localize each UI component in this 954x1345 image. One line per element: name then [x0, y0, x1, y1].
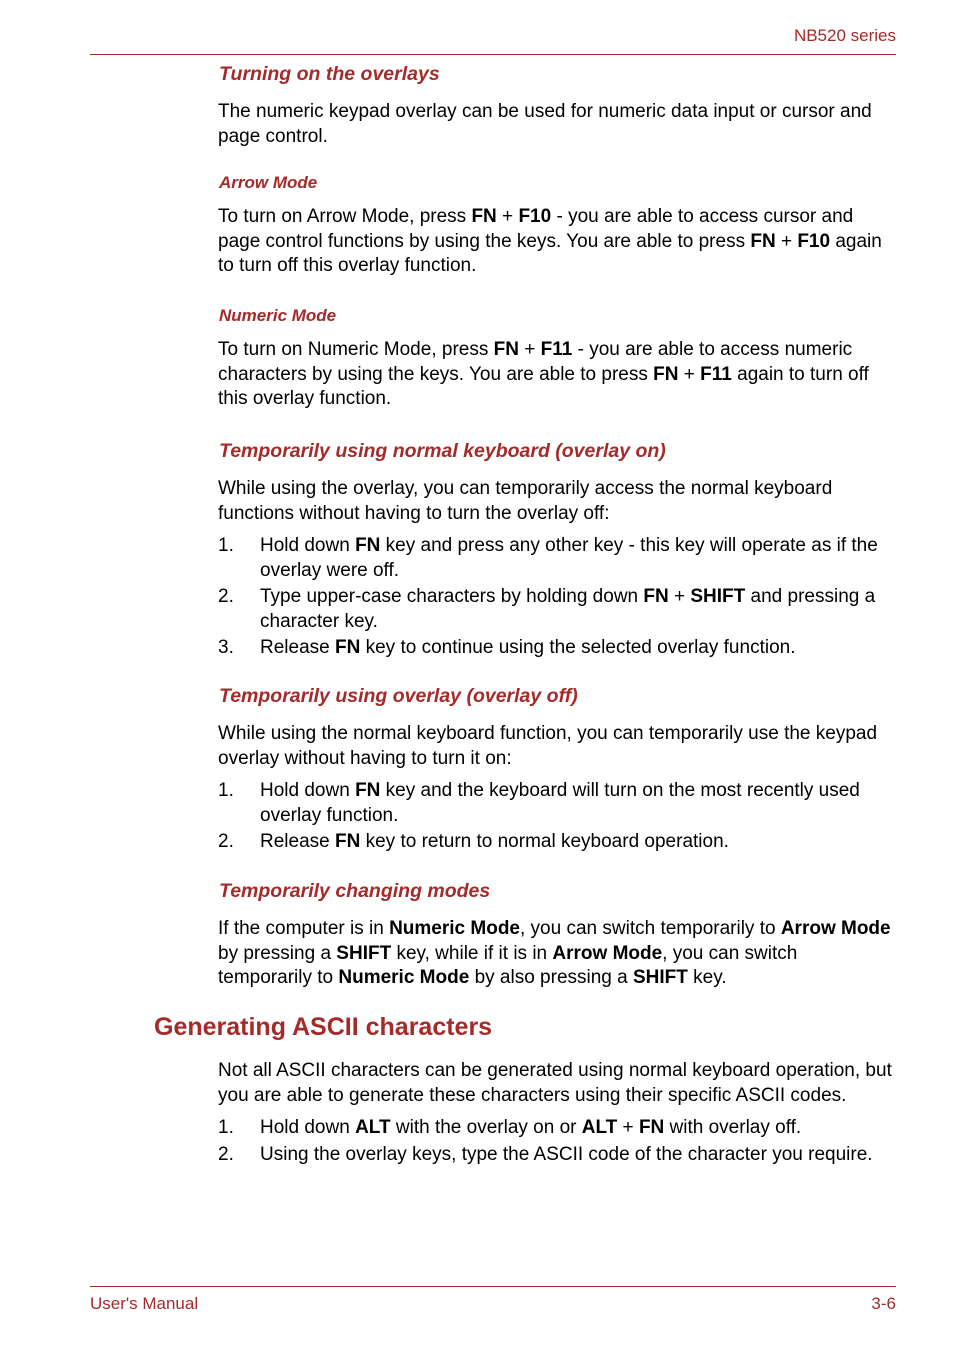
series-label: NB520 series: [793, 26, 896, 45]
section-arrow-mode: [218, 172, 894, 287]
paragraph: To turn on Arrow Mode, press FN + F10 - you are able to access cursor and page control functions by using the keys. You are able to press FN + F10 again to turn off this overlay function.: [218, 206, 882, 276]
paragraph: If the computer is in Numeric Mode, you can switch temporarily to Arrow Mode by pressing a SHIFT key, while if it is in Arrow Mode, you can switch temporarily to Numeric Mode by also pressing a SHIFT key.: [218, 918, 891, 988]
numbered-list: [218, 779, 894, 855]
section-title-ascii: Generating ASCII characters: [154, 1013, 493, 1041]
list-item: 3. Release FN key to continue using the selected overlay function.: [218, 637, 796, 658]
page-number: 3-6: [871, 1294, 896, 1313]
list-item: 1. Hold down FN key and the keyboard will turn on the most recently used overlay function.: [218, 780, 860, 826]
section-overlay-off: [218, 683, 894, 857]
paragraph: To turn on Numeric Mode, press FN + F11 - you are able to access numeric characters by using the keys. You are able to press FN + F11 again to turn off this overlay function.: [218, 339, 869, 409]
section-numeric-mode: [218, 305, 894, 420]
list-item: 2. Using the overlay keys, type the ASCII code of the character you require.: [218, 1143, 873, 1165]
subsection-heading: Numeric Mode: [219, 306, 337, 325]
numbered-list: [218, 1116, 894, 1167]
paragraph: Not all ASCII characters can be generated using normal keyboard operation, but you are able to generate these characters using their specific ASCII codes.: [218, 1060, 892, 1106]
paragraph: While using the normal keyboard function, you can temporarily use the keypad overlay without having to turn it on:: [218, 723, 878, 769]
section-heading: Turning on the overlays: [219, 63, 440, 85]
paragraph: The numeric keypad overlay can be used for numeric data input or cursor and page control.: [218, 101, 872, 147]
page-header: [90, 24, 896, 55]
list-item: 1. Hold down FN key and press any other key - this key will operate as if the overlay were off.: [218, 535, 878, 581]
section-normal-keyboard: [218, 438, 894, 663]
subsection-heading: Arrow Mode: [219, 173, 318, 192]
section-heading: Temporarily using normal keyboard (overlay on): [219, 440, 666, 462]
numbered-list: [218, 534, 894, 661]
page-footer: [90, 1286, 896, 1314]
list-item: 2. Release FN key to return to normal keyboard operation.: [218, 831, 729, 852]
manual-label: User's Manual: [90, 1294, 199, 1313]
section-heading: Temporarily using overlay (overlay off): [219, 685, 578, 707]
list-item: 1. Hold down ALT with the overlay on or ALT + FN with overlay off.: [218, 1117, 802, 1138]
paragraph: While using the overlay, you can temporarily access the normal keyboard functions without having to turn the overlay off:: [218, 478, 833, 524]
section-heading: Temporarily changing modes: [219, 880, 491, 902]
section-turning-on-overlays: [218, 61, 894, 157]
section-ascii: [218, 1059, 894, 1169]
section-changing-modes: [218, 878, 894, 999]
list-item: 2. Type upper-case characters by holding down FN + SHIFT and pressing a character key.: [218, 586, 876, 632]
